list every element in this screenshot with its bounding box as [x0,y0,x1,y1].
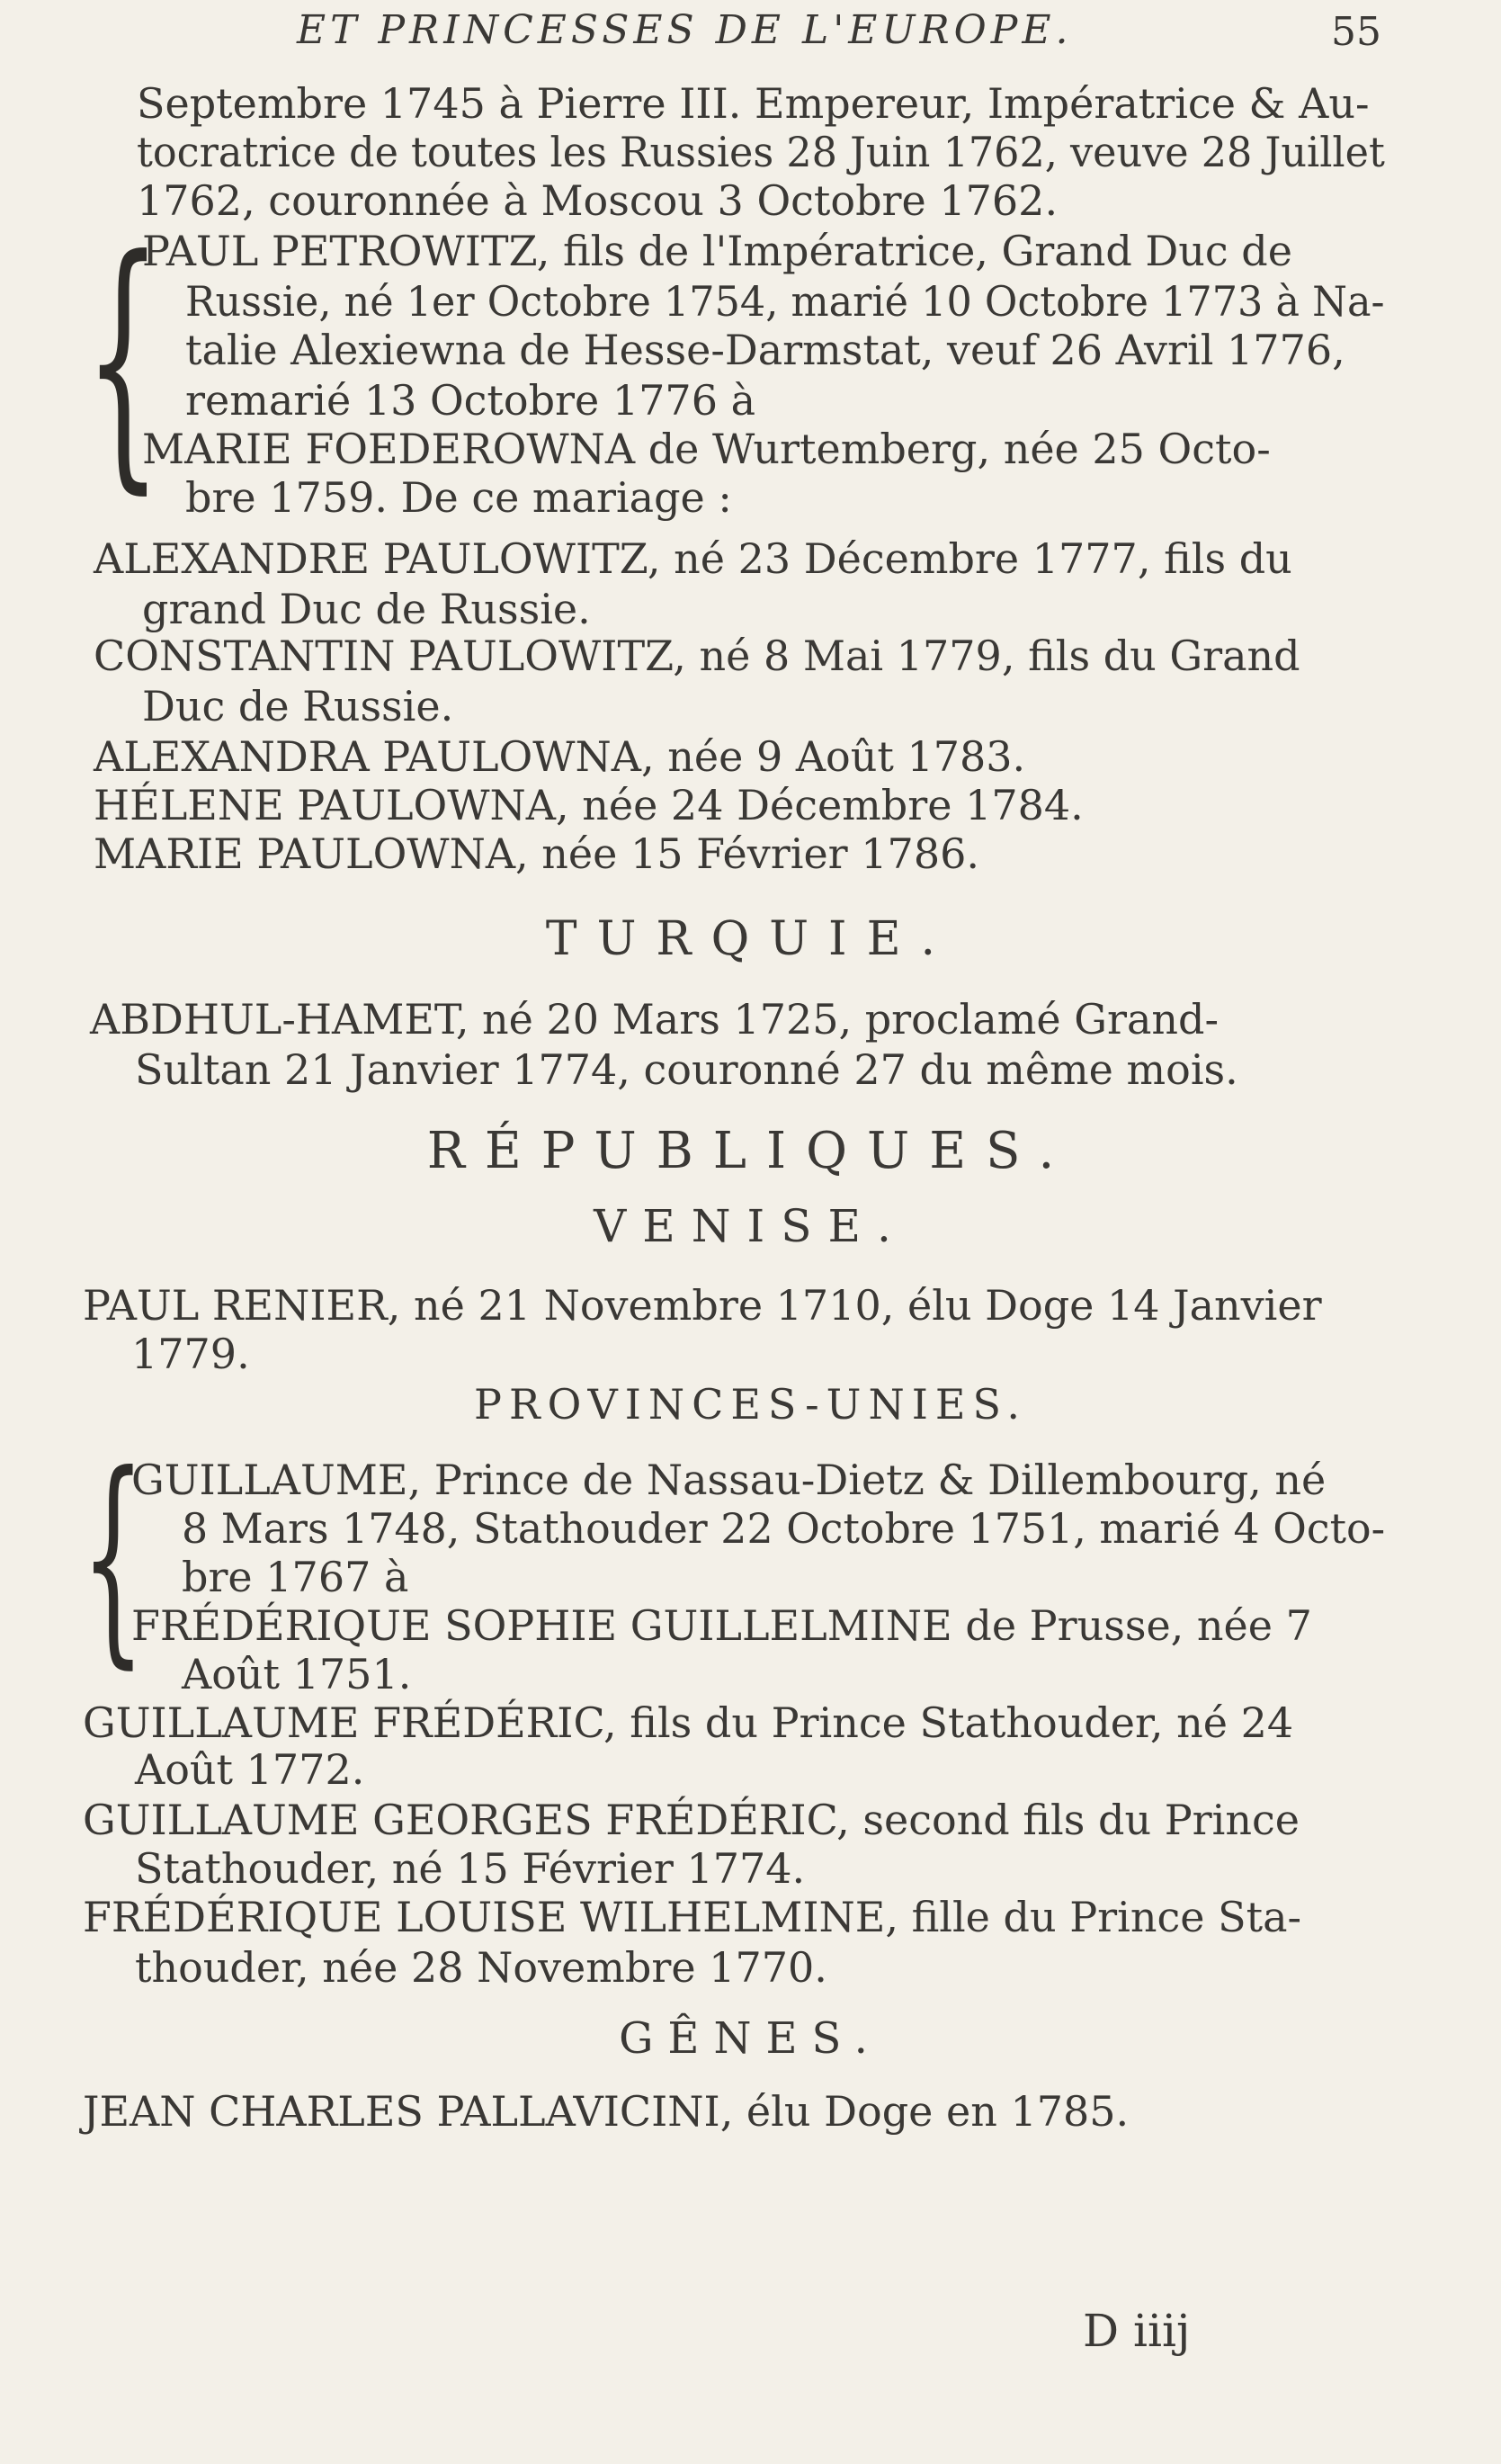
text-line: Russie, né 1er Octobre 1754, marié 10 Octobre 1773 à Na- [185,277,1385,326]
entry-paul-renier: PAUL RENIER, né 21 Novembre 1710, élu Doge 14 Janvier [83,1281,1322,1330]
text-line: Duc de Russie. [142,682,454,730]
text-line: thouder, née 28 Novembre 1770. [135,1943,827,1992]
entry-helene-paulowna: HÉLENE PAULOWNA, née 24 Décembre 1784. [94,781,1084,829]
entry-abdhul-hamet: ABDHUL-HAMET, né 20 Mars 1725, proclamé Grand- [90,995,1220,1044]
section-heading-republiques: RÉPUBLIQUES. [426,1122,1075,1180]
entry-paul-petrowitz: PAUL PETROWITZ, fils de l'Impératrice, Grand Duc de [142,227,1292,275]
brace-marriage-paul: { [85,202,162,516]
entry-frederique-louise-wilhelmine: FRÉDÉRIQUE LOUISE WILHELMINE, fille du Prince Sta- [83,1893,1302,1941]
text-line: bre 1767 à [182,1553,409,1601]
text-line: Stathouder, né 15 Février 1774. [135,1844,806,1893]
subsection-heading-genes: GÊNES. [619,2013,882,2064]
signature-mark: D iiij [1083,2305,1191,2357]
text-line: talie Alexiewna de Hesse-Darmstat, veuf 26 Avril 1776, [185,326,1345,374]
text-line: bre 1759. De ce mariage : [185,473,732,522]
text-line: 8 Mars 1748, Stathouder 22 Octobre 1751, marié 4 Octo- [182,1504,1386,1553]
text-line: Sultan 21 Janvier 1774, couronné 27 du même mois. [135,1045,1238,1094]
text-line: Août 1772. [135,1745,365,1794]
entry-guillaume-georges-frederic: GUILLAUME GEORGES FRÉDÉRIC, second fils du Prince [83,1796,1300,1844]
page-number: 55 [1331,9,1381,55]
entry-jean-charles-pallavicini: JEAN CHARLES PALLAVICINI, élu Doge en 1785. [83,2087,1130,2136]
text-line: 1762, couronnée à Moscou 3 Octobre 1762. [137,176,1059,225]
entry-frederique-sophie: FRÉDÉRIQUE SOPHIE GUILLELMINE de Prusse, née 7 [131,1601,1312,1650]
entry-guillaume-frederic: GUILLAUME FRÉDÉRIC, fils du Prince Stathouder, né 24 [83,1698,1294,1747]
entry-alexandre-paulowitz: ALEXANDRE PAULOWITZ, né 23 Décembre 1777, fils du [94,534,1292,583]
running-header-title: ET PRINCESSES DE L'EUROPE. [297,7,1073,53]
brace-marriage-guillaume: { [81,1426,146,1688]
text-line: grand Duc de Russie. [142,585,591,633]
subsection-heading-venise: VENISE. [594,1200,907,1252]
text-line: remarié 13 Octobre 1776 à [185,376,756,425]
text-line: 1779. [131,1330,250,1378]
subsection-heading-provinces-unies: PROVINCES-UNIES. [474,1380,1027,1429]
entry-marie-foederowna: MARIE FOEDEROWNA de Wurtemberg, née 25 Octo- [142,425,1271,473]
entry-marie-paulowna: MARIE PAULOWNA, née 15 Février 1786. [94,829,979,878]
section-heading-turquie: TURQUIE. [545,912,956,966]
text-line: Septembre 1745 à Pierre III. Empereur, Impératrice & Au- [137,79,1370,128]
entry-alexandra-paulowna: ALEXANDRA PAULOWNA, née 9 Août 1783. [94,732,1026,781]
entry-constantin-paulowitz: CONSTANTIN PAULOWITZ, né 8 Mai 1779, fils du Grand [94,632,1300,680]
text-line: tocratrice de toutes les Russies 28 Juin 1762, veuve 28 Juillet [137,128,1385,176]
entry-guillaume: GUILLAUME, Prince de Nassau-Dietz & Dillembourg, né [131,1456,1327,1504]
text-line: Août 1751. [182,1650,412,1698]
